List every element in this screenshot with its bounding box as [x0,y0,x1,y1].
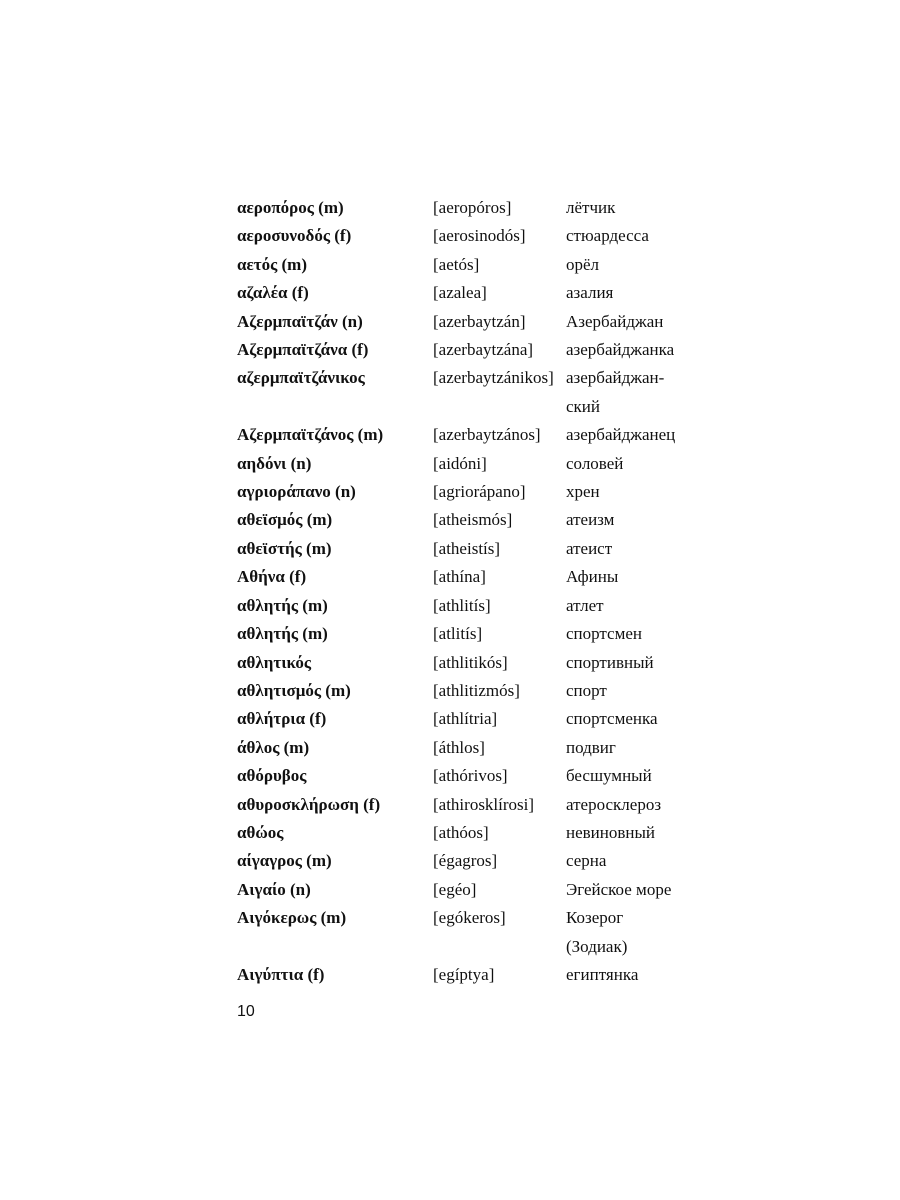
entry-list [237,194,717,989]
entry-row [237,847,717,875]
entry-row [237,819,717,847]
greek-term: αθεϊστής (m) [237,538,332,558]
entry-row [237,904,717,961]
russian-translation: атеросклероз [566,794,662,814]
russian-translation: азербайджан- ский [566,368,665,416]
entry-row [237,279,717,307]
entry-row [237,535,717,563]
russian-translation: хрен [566,482,600,502]
russian-translation: серна [566,851,607,871]
russian-translation: атеист [566,538,613,558]
transliteration: [áthlos] [433,737,485,757]
transliteration: [atlitís] [433,624,483,644]
russian-translation: Козерог (Зодиак) [566,908,628,956]
entry-row [237,364,717,421]
russian-translation: невиновный [566,822,656,842]
entry-row [237,251,717,279]
transliteration: [azerbaytzános] [433,425,541,445]
entry-row [237,308,717,336]
transliteration: [aidóni] [433,453,487,473]
transliteration: [égagros] [433,851,498,871]
russian-translation: подвиг [566,737,616,757]
russian-translation: египтянка [566,964,639,984]
russian-translation: Афины [566,567,619,587]
transliteration: [azalea] [433,283,487,303]
entry-row [237,961,717,989]
greek-term: αθλήτρια (f) [237,709,327,729]
entry-row [237,705,717,733]
entry-row [237,450,717,478]
russian-translation: Эгейское море [566,879,672,899]
russian-translation: орёл [566,254,600,274]
entry-row [237,592,717,620]
russian-translation: атеизм [566,510,615,530]
greek-term: αθυροσκλήρωση (f) [237,794,381,814]
entry-row [237,649,717,677]
greek-term: αηδόνι (n) [237,453,312,473]
greek-term: Αζερμπαϊτζάνος (m) [237,425,384,445]
transliteration: [athína] [433,567,486,587]
entry-row [237,336,717,364]
greek-term: αετός (m) [237,254,307,274]
transliteration: [atheistís] [433,538,501,558]
greek-term: αθλητής (m) [237,624,328,644]
transliteration: [azerbaytzánikos] [433,368,554,388]
transliteration: [agriorápano] [433,482,526,502]
transliteration: [azerbaytzána] [433,340,534,360]
transliteration: [egíptya] [433,964,495,984]
transliteration: [athirosklírosi] [433,794,535,814]
transliteration: [aeropóros] [433,198,512,217]
transliteration: [athórivos] [433,766,508,786]
transliteration: [athóos] [433,822,489,842]
greek-term: αεροπόρος (m) [237,198,344,217]
entry-row [237,563,717,591]
entry-row [237,734,717,762]
greek-term: αθλητικός [237,652,312,672]
entry-row [237,194,717,222]
transliteration: [aerosinodós] [433,226,526,246]
entry-row [237,222,717,250]
greek-term: αθώος [237,822,284,842]
greek-term: Αιγύπτια (f) [237,964,325,984]
greek-term: αζερμπαϊτζάνικος [237,368,365,388]
greek-term: αθλητής (m) [237,595,328,615]
entry-row [237,478,717,506]
entry-row [237,677,717,705]
russian-translation: стюардесса [566,226,649,246]
transliteration: [atheismós] [433,510,513,530]
russian-translation: Азербайджан [566,311,664,331]
russian-translation: азалия [566,283,614,303]
transliteration: [athlitikós] [433,652,508,672]
russian-translation: соловей [566,453,624,473]
greek-term: αίγαγρος (m) [237,851,332,871]
russian-translation: спортсменка [566,709,658,729]
russian-translation: атлет [566,595,604,615]
entry-row [237,620,717,648]
greek-term: Αιγαίο (n) [237,879,311,899]
transliteration: [athlítria] [433,709,498,729]
greek-term: αζαλέα (f) [237,283,309,303]
transliteration: [egókeros] [433,908,506,928]
transliteration: [egéo] [433,879,477,899]
transliteration: [athlitís] [433,595,491,615]
russian-translation: спортивный [566,652,654,672]
greek-term: άθλος (m) [237,737,310,757]
entry-row [237,506,717,534]
transliteration: [athlitizmós] [433,680,520,700]
greek-term: Αθήνα (f) [237,567,307,587]
greek-term: αθεϊσμός (m) [237,510,333,530]
greek-term: Αιγόκερως (m) [237,908,347,928]
transliteration: [aetós] [433,254,480,274]
transliteration: [azerbaytzán] [433,311,526,331]
russian-translation: спортсмен [566,624,643,644]
greek-term: αθλητισμός (m) [237,680,351,700]
entry-row [237,421,717,449]
greek-term: αγριοράπανο (n) [237,482,356,502]
russian-translation: спорт [566,680,607,700]
greek-term: Αζερμπαϊτζάνα (f) [237,340,369,360]
russian-translation: бесшумный [566,766,652,786]
greek-term: αθόρυβος [237,766,307,786]
russian-translation: азербайджанка [566,340,675,360]
page-number: 10 [237,1003,255,1020]
greek-term: αεροσυνοδός (f) [237,226,352,246]
entry-row [237,876,717,904]
russian-translation: лётчик [566,198,616,217]
entry-row [237,762,717,790]
greek-term: Αζερμπαϊτζάν (n) [237,311,363,331]
russian-translation: азербайджанец [566,425,676,445]
entry-row [237,791,717,819]
